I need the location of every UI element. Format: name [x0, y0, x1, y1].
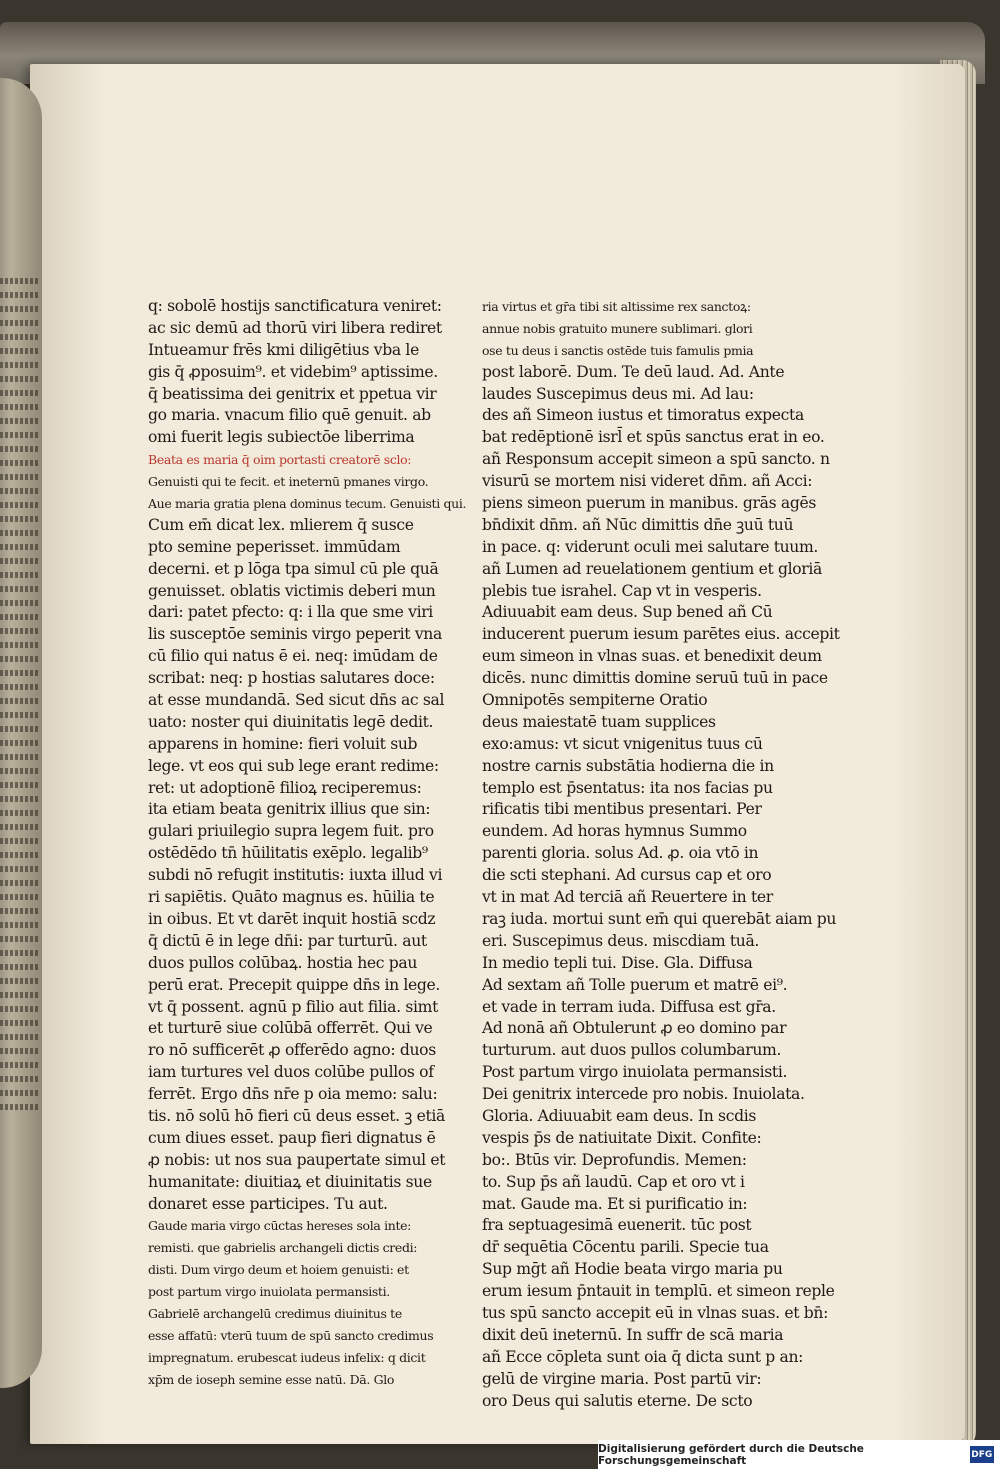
- text-line: ria virtus et gr̄a tibi sit altissime rex sanctoꝝ:: [482, 299, 751, 314]
- text-line: genuisset. oblatis victimis deberi mun: [148, 581, 436, 600]
- text-line: Gabrielē archangelū credimus diuinitus te: [148, 1305, 402, 1321]
- text-line: turturum. aut duos pullos columbarum.: [482, 1041, 782, 1060]
- text-line: mat. Gaude ma. Et si purificatio in:: [482, 1194, 748, 1213]
- text-line: bo:. Btūs vir. Deprofundis. Memen:: [482, 1150, 747, 1169]
- text-line: go maria. vnacum filio quē genuit. ab: [148, 406, 431, 425]
- text-line: bn̄dixit dn̄m. añ Nūc dimittis dn̄e ꝫuū tuū: [482, 515, 794, 534]
- text-line: decerni. et p lōga tpa simul cū ple quā: [148, 559, 439, 578]
- text-line: scribat: neq: p hostias salutares doce:: [148, 669, 435, 688]
- facing-page-ink: [0, 418, 40, 424]
- text-line: bat redēptionē isrl̄ et spūs sanctus erat in eo.: [482, 428, 825, 447]
- text-line: die scti stephani. Ad cursus cap et oro: [482, 866, 772, 885]
- facing-page-ink: [0, 1034, 40, 1040]
- text-line: tis. nō solū hō fieri cū deus esset. ꝫ etiā: [148, 1106, 445, 1125]
- text-line: pto semine peperisset. immūdam: [148, 537, 401, 556]
- facing-page-ink: [0, 600, 40, 606]
- text-line: dr̄ sequētia Cōcentu parili. Specie tua: [482, 1238, 769, 1257]
- text-line: ferrēt. Ergo dn̄s nr̄e p oia memo: salu:: [148, 1085, 438, 1104]
- text-line: cū filio qui natus ē ei. neq: imūdam de: [148, 647, 438, 666]
- facing-page-ink: [0, 446, 40, 452]
- facing-page-ink: [0, 628, 40, 634]
- text-line: esse affatū: vterū tuum de spū sancto credimus: [148, 1327, 434, 1343]
- text-line: et turturē siue colūbā offerrēt. Qui ve: [148, 1019, 433, 1038]
- facing-page-ink: [0, 544, 40, 550]
- text-line: añ Responsum accepit simeon a spū sancto. n: [482, 450, 830, 469]
- facing-page-ink: [0, 740, 40, 746]
- facing-page-ink: [0, 460, 40, 466]
- facing-page-ink: [0, 824, 40, 830]
- facing-page-ink: [0, 964, 40, 970]
- text-line: plebis tue israhel. Cap vt in vesperis.: [482, 581, 762, 600]
- text-line: añ Lumen ad reuelationem gentium et gloriā: [482, 559, 822, 578]
- text-line: parenti gloria. solus Ad. ꝓ. oia vtō in: [482, 844, 759, 863]
- facing-page-ink: [0, 866, 40, 872]
- text-line: laudes Suscepimus deus mi. Ad lau:: [482, 384, 754, 403]
- text-line: duos pullos colūbaꝝ. hostia hec pau: [148, 953, 418, 972]
- text-line: ose tu deus i sanctis ostēde tuis famulis pmia: [482, 342, 754, 358]
- facing-page-ink: [0, 474, 40, 480]
- facing-page-ink: [0, 642, 40, 648]
- text-line: ret: ut adoptionē filioꝝ reciperemus:: [148, 778, 422, 797]
- text-line: at esse mundandā. Sed sicut dn̄s ac sal: [148, 691, 445, 710]
- text-line: Dei genitrix intercede pro nobis. Inuiolata.: [482, 1085, 805, 1104]
- text-line: dixit deū ineternū. In suffr de scā maria: [482, 1325, 784, 1344]
- facing-page-ink: [0, 726, 40, 732]
- text-line: subdi nō refugit institutis: iuxta illud vi: [148, 866, 443, 885]
- facing-page-ink: [0, 558, 40, 564]
- facing-page-ink: [0, 1104, 40, 1110]
- facing-page-ink: [0, 1020, 40, 1026]
- text-line: post laborē. Dum. Te deū laud. Ad. Ante: [482, 362, 785, 381]
- text-line: annue nobis gratuito munere sublimari. glori: [482, 320, 753, 336]
- text-line: vt in mat Ad terciā añ Reuertere in ter: [482, 888, 773, 907]
- facing-page-ink: [0, 838, 40, 844]
- text-line: exo:amus: vt sicut vnigenitus tuus cū: [482, 734, 763, 753]
- text-line: inducerent puerum iesum parētes eius. accepit: [482, 625, 840, 644]
- text-line: nostre carnis substātia hodierna die in: [482, 756, 774, 775]
- text-line: uato: noster qui diuinitatis legē dedit.: [148, 712, 434, 731]
- text-line: visurū se mortem nisi videret dn̄m. añ Acci:: [482, 472, 813, 491]
- text-line: disti. Dum virgo deum et hoiem genuisti: et: [148, 1262, 409, 1278]
- text-line: q: sobolē hostijs sanctificatura veniret:: [148, 297, 442, 315]
- text-line: Ad nonā añ Obtulerunt ꝓ eo domino par: [482, 1019, 787, 1038]
- facing-page-ink: [0, 768, 40, 774]
- facing-page-ink: [0, 656, 40, 662]
- text-line: vespis p̄s de natiuitate Dixit. Confite:: [482, 1128, 762, 1147]
- facing-page-ink: [0, 292, 40, 298]
- text-line: oro Deus qui salutis eterne. De scto: [482, 1391, 753, 1410]
- text-line: vt q̄ possent. agnū p filio aut filia. simt: [148, 997, 438, 1016]
- text-line: eundem. Ad horas hymnus Summo: [482, 822, 747, 841]
- facing-page-ink: [0, 712, 40, 718]
- facing-page-ink: [0, 880, 40, 886]
- facing-page-ink: [0, 502, 40, 508]
- book-page: [30, 64, 965, 1444]
- text-line: perū erat. Precepit quippe dn̄s in lege.: [148, 975, 441, 994]
- text-line: in oibus. Et vt darēt inquit hostiā scdz: [148, 909, 436, 928]
- facing-page-ink: [0, 992, 40, 998]
- dfg-logo: DFG: [970, 1446, 995, 1463]
- facing-page-ink: [0, 1048, 40, 1054]
- text-line: fra septuagesimā euenerit. tūc post: [482, 1216, 752, 1235]
- text-line: et vade in terram iuda. Diffusa est gr̄a.: [482, 997, 776, 1016]
- text-line: remisti. que gabrielis archangeli dictis credi:: [148, 1240, 418, 1256]
- facing-page-ink: [0, 908, 40, 914]
- facing-page-ink: [0, 782, 40, 788]
- text-line: Sup mḡt añ Hodie beata virgo maria pu: [482, 1260, 783, 1279]
- facing-page-ink: [0, 614, 40, 620]
- facing-page-ink: [0, 334, 40, 340]
- facing-page-ink: [0, 1062, 40, 1068]
- facing-page-ink: [0, 432, 40, 438]
- text-line: templo est p̄sentatus: ita nos facias pu: [482, 778, 773, 797]
- text-line: q̄ beatissima dei genitrix et ppetua vir: [148, 384, 437, 403]
- text-line: tus spū sancto accepit eū in vlnas suas. et bn̄:: [482, 1303, 828, 1322]
- text-line: dari: patet pfecto: q: i lla que sme viri: [148, 603, 433, 622]
- facing-page-ink: [0, 348, 40, 354]
- facing-page-ink: [0, 950, 40, 956]
- facing-page-ink: [0, 978, 40, 984]
- funding-footer: [598, 1440, 1000, 1469]
- text-line: ac sic demū ad thorū viri libera rediret: [148, 318, 442, 337]
- text-line: gulari priuilegio supra legem fuit. pro: [148, 822, 434, 841]
- text-line: deus maiestatē tuam supplices: [482, 712, 716, 731]
- facing-page-ink: [0, 306, 40, 312]
- text-line: erum iesum p̄ntauit in templū. et simeon reple: [482, 1282, 835, 1301]
- text-line: dicēs. nunc dimittis domine seruū tuū in pace: [482, 669, 828, 688]
- facing-page-ink: [0, 894, 40, 900]
- facing-page-ink: [0, 390, 40, 396]
- text-line: In medio tepli tui. Dise. Gla. Diffusa: [482, 953, 753, 972]
- text-line: ꝓ nobis: ut nos sua paupertate simul et: [148, 1150, 446, 1169]
- text-line: lis susceptōe seminis virgo peperit vna: [148, 625, 442, 644]
- text-line: cum diues esset. paup fieri dignatus ē: [148, 1128, 436, 1147]
- text-line: apparens in homine: fieri voluit sub: [148, 734, 418, 753]
- text-line: rificatis tibi mentibus presentari. Per: [482, 800, 762, 819]
- text-line: Beata es maria q̄ oim portasti creatorē sclo:: [148, 452, 412, 468]
- facing-page-ink: [0, 572, 40, 578]
- text-line: Intueamur frēs kmi diligētius vba le: [148, 340, 419, 359]
- facing-page-ink: [0, 698, 40, 704]
- facing-page-ink: [0, 852, 40, 858]
- facing-page-ink: [0, 404, 40, 410]
- facing-page-ink: [0, 1076, 40, 1082]
- facing-page-ink: [0, 362, 40, 368]
- left-text-column: [148, 296, 467, 1391]
- facing-page-ink: [0, 684, 40, 690]
- text-line: lege. vt eos qui sub lege erant redime:: [148, 756, 439, 775]
- facing-page-ink: [0, 796, 40, 802]
- text-line: Gloria. Adiuuabit eam deus. In scdis: [482, 1106, 756, 1125]
- text-line: Genuisti qui te fecit. et ineternū pmanes virgo.: [148, 474, 429, 490]
- text-line: ro nō sufficerēt ꝓ offerēdo agno: duos: [148, 1041, 436, 1060]
- text-line: eri. Suscepimus deus. miscdiam tuā.: [482, 931, 760, 950]
- text-line: Gaude maria virgo cūctas hereses sola inte:: [148, 1218, 412, 1234]
- facing-page-ink: [0, 936, 40, 942]
- text-line: ostēdēdo tn̄ hūilitatis exēplo. legalib⁹: [148, 844, 428, 863]
- text-line: xp̄m de ioseph semine esse natū. Dā. Glo: [148, 1371, 395, 1387]
- text-line: Adiuuabit eam deus. Sup bened añ Cū: [482, 603, 773, 622]
- text-line: Omnipotēs sempiterne Oratio: [482, 691, 708, 710]
- facing-page-ink: [0, 320, 40, 326]
- text-line: q̄ dictū ē in lege dn̄i: par turturū. aut: [148, 931, 427, 950]
- facing-page-ink: [0, 1090, 40, 1096]
- facing-page-ink: [0, 810, 40, 816]
- text-line: Ad sextam añ Tolle puerum et matrē ei⁹.: [482, 975, 788, 994]
- text-line: Aue maria gratia plena dominus tecum. Genuisti qui.: [148, 496, 467, 512]
- facing-page-ink: [0, 278, 40, 284]
- funding-text: Digitalisierung gefördert durch die Deutsche Forschungsgemeinschaft: [598, 1442, 864, 1467]
- facing-page-ink: [0, 670, 40, 676]
- text-line: post partum virgo inuiolata permansisti.: [148, 1284, 390, 1300]
- facing-page-edge: [0, 78, 42, 1388]
- text-line: iam turtures vel duos colūbe pullos of: [148, 1063, 434, 1082]
- right-text-column: [482, 296, 840, 1412]
- facing-page-ink: [0, 488, 40, 494]
- text-line: donaret esse participes. Tu aut.: [148, 1194, 388, 1213]
- text-line: Post partum virgo inuiolata permansisti.: [482, 1063, 788, 1082]
- text-line: humanitate: diuitiaꝝ et diuinitatis sue: [148, 1172, 432, 1191]
- text-line: gis q̄ ꝓposuim⁹. et videbim⁹ aptissime.: [148, 362, 438, 381]
- facing-page-ink: [0, 1006, 40, 1012]
- text-line: gelū de virgine maria. Post partū vir:: [482, 1369, 762, 1388]
- text-line: ri sapiētis. Quāto magnus es. hūilia te: [148, 888, 435, 907]
- text-line: Cum em̄ dicat lex. mlierem q̄ susce: [148, 515, 414, 534]
- text-line: ita etiam beata genitrix illius que sin:: [148, 800, 431, 819]
- facing-page-ink: [0, 922, 40, 928]
- text-line: des añ Simeon iustus et timoratus expecta: [482, 406, 804, 425]
- facing-page-ink: [0, 516, 40, 522]
- text-line: piens simeon puerum in manibus. grās agēs: [482, 494, 816, 513]
- facing-page-ink: [0, 754, 40, 760]
- text-line: eum simeon in vlnas suas. et benedixit deum: [482, 647, 822, 666]
- text-line: impregnatum. erubescat iudeus infelix: q dicit: [148, 1349, 426, 1365]
- text-line: añ Ecce cōpleta sunt oia q̄ dicta sunt p an:: [482, 1347, 804, 1366]
- facing-page-ink: [0, 586, 40, 592]
- text-line: raꝫ iuda. mortui sunt em̄ qui querebāt aiam pu: [482, 909, 837, 928]
- facing-page-ink: [0, 530, 40, 536]
- text-line: omi fuerit legis subiectōe liberrima: [148, 428, 415, 447]
- text-line: in pace. q: viderunt oculi mei salutare tuum.: [482, 537, 819, 556]
- text-line: to. Sup p̄s añ laudū. Cap et oro vt i: [482, 1172, 745, 1191]
- facing-page-ink: [0, 376, 40, 382]
